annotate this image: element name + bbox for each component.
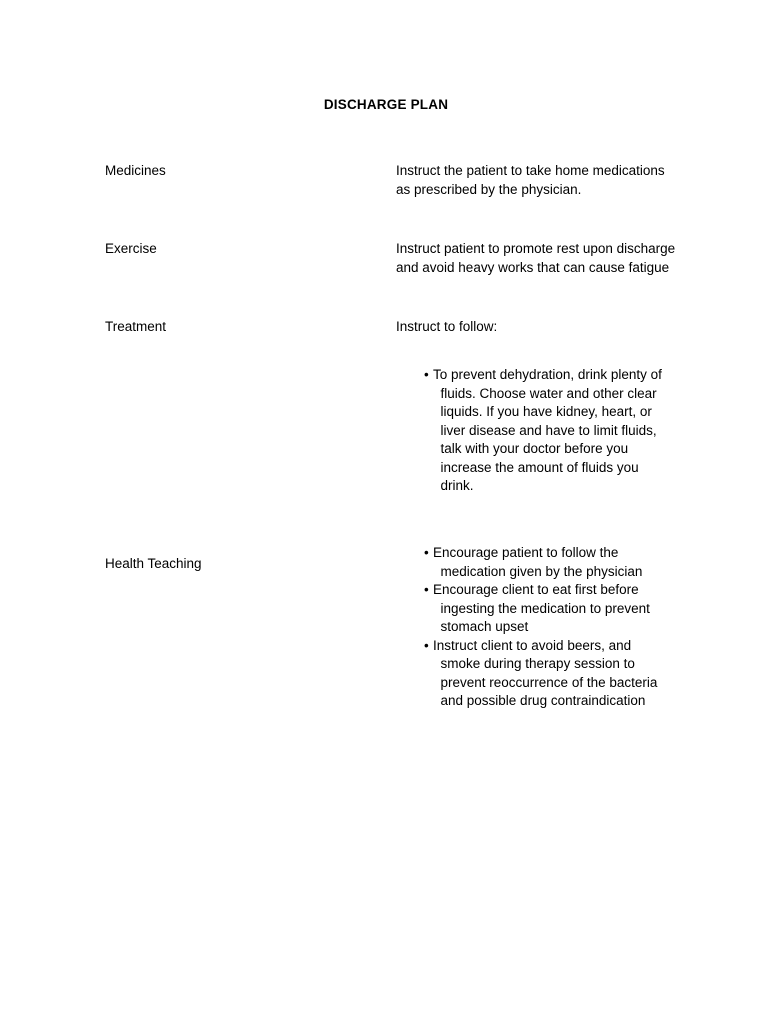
health-teaching-bullet-list [424,544,674,711]
health-teaching-bullet-text: Instruct client to avoid beers, and smoke during therapy session to prevent reoccurrence of the bacteria and possible drug contraindication [433,637,658,708]
medicines-instruction: Instruct the patient to take home medications as prescribed by the physician. [396,163,665,197]
bullet-icon: • [424,545,429,560]
treatment-bullet-list [424,366,674,496]
treatment-bullet-text: To prevent dehydration, drink plenty of fluids. Choose water and other clear liquids. If you have kidney, heart, or liver disease and have to limit fluids, talk with your doctor before you increase the amount of fluids you drink. [433,367,662,493]
health-teaching-bullet-text: Encourage client to eat first before ingesting the medication to prevent stomach upset [433,582,650,634]
medicines-label: Medicines [105,163,166,178]
health-teaching-bullet-text: Encourage patient to follow the medication given by the physician [433,545,643,579]
exercise-label: Exercise [105,241,157,256]
health-teaching-bullet-item [424,544,674,581]
treatment-instruction: Instruct to follow: [396,319,498,334]
treatment-bullet-item [424,366,674,496]
health-teaching-bullet-item [424,637,674,711]
treatment-label: Treatment [105,319,167,334]
exercise-instruction: Instruct patient to promote rest upon discharge and avoid heavy works that can cause fatigue [396,241,676,275]
bullet-icon: • [424,582,429,597]
page-title: DISCHARGE PLAN [323,97,449,112]
health-teaching-bullet-item [424,581,674,637]
health-teaching-label: Health Teaching [105,556,202,571]
bullet-icon: • [424,637,429,653]
bullet-icon: • [424,367,429,382]
